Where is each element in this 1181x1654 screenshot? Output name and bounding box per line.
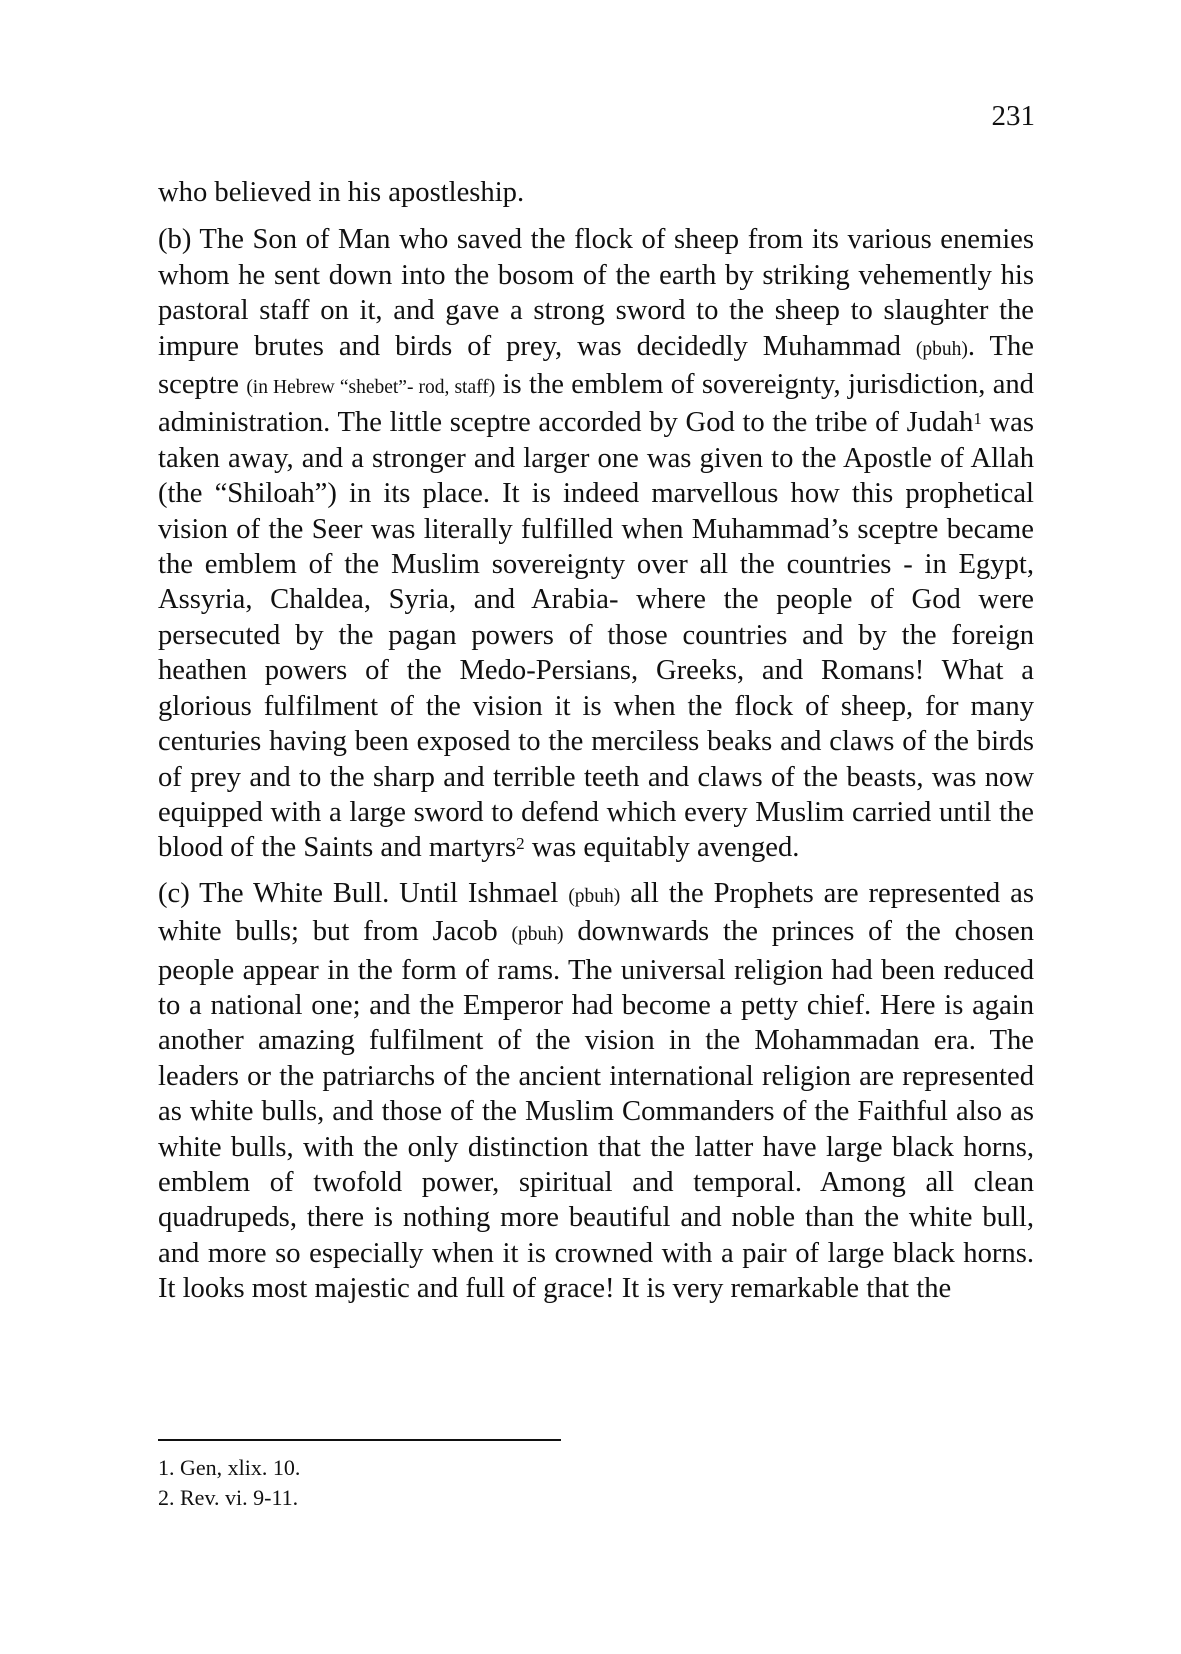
paragraph-c (158, 876, 1034, 1307)
paragraph-b-text-3: is the emblem of sovereignty, jurisdiction, and administration. The little sceptre accorded by God to the tribe of Judah (158, 369, 1034, 439)
paragraph-b-text-2: . The sceptre (158, 330, 1034, 401)
footnote-divider (158, 1439, 561, 1441)
footnote-ref-1: 1 (973, 408, 982, 428)
hebrew-note: (in Hebrew “shebet”- rod, staff) (246, 377, 496, 399)
pbuh-note: (pbuh) (511, 924, 564, 946)
paragraph-b-text-1: (b) The Son of Man who saved the flock of sheep from its various enemies whom he sent down into the bosom of the earth by striking vehemently his pastoral staff on it, and gave a strong sword to the sheep to slaughter the impure brutes and birds of prey, was decidedly Muhammad (158, 224, 1034, 362)
paragraph-b-text-4: was taken away, and a stronger and larger one was given to the Apostle of Allah (the “Shiloah”) in its place. It is indeed marvellous how this prophetical vision of the Seer was literally fulfilled when Muhammad’s sceptre became the emblem of the Muslim sovereignty over all the countries - in Egypt, Assyria, Chaldea, Syria, and Arabia- where the people of God were persecuted by the pagan powers of those countries and by the foreign heathen powers of the Medo-Persians, Greeks, and Romans! What a glorious fulfilment of the vision it is when the flock of sheep, for many centuries having been exposed to the merciless beaks and claws of the birds of prey and to the sharp and terrible teeth and claws of the beasts, was now equipped with a large sword to defend which every Muslim carried until the blood of the Saints and martyrs (158, 407, 1034, 864)
paragraph-b (158, 222, 1034, 865)
footnotes (158, 1453, 300, 1513)
page-body (158, 175, 1034, 1317)
pbuh-note: (pbuh) (568, 885, 621, 907)
paragraph-b-text-5: was equitably avenged. (524, 832, 800, 864)
footnote-2: 2. Rev. vi. 9-11. (158, 1485, 299, 1510)
intro-line: who believed in his apostleship. (158, 177, 525, 208)
footnote-ref-2: 2 (516, 833, 525, 853)
paragraph-c-text-1: (c) The White Bull. Until Ishmael (158, 877, 569, 909)
paragraph-c-text-3: downwards the princes of the chosen people appear in the form of rams. The universal religion had been reduced to a national one; and the Emperor had become a petty chief. Here is again another amazing fulfilment of the vision in the Mohammadan era. The leaders or the patriarchs of the ancient international religion are represented as white bulls, and those of the Muslim Commanders of the Faithful also as white bulls, with the only distinction that the latter have large black horns, emblem of twofold power, spiritual and temporal. Among all clean quadrupeds, there is nothing more beautiful and noble than the white bull, and more so especially when it is crowned with a pair of large black horns. It looks most majestic and full of grace! It is very remarkable that the (158, 916, 1035, 1305)
pbuh-note: (pbuh) (915, 338, 968, 360)
paragraph-c-text-2: all the Prophets are represented as white bulls; but from Jacob (158, 877, 1034, 948)
footnote-1: 1. Gen, xlix. 10. (158, 1455, 301, 1480)
page-number: 231 (991, 100, 1035, 132)
